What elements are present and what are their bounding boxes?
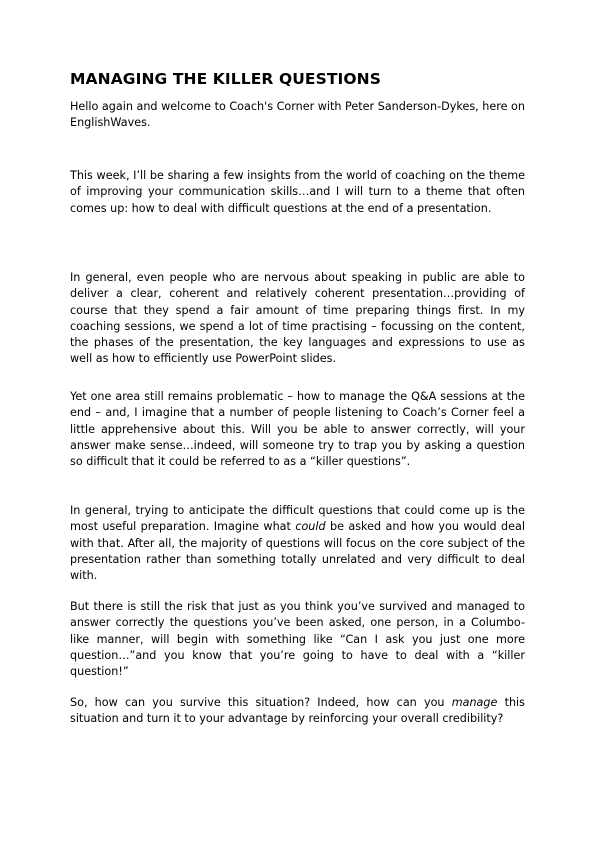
paragraph-yet-one-area: Yet one area still remains problematic – how to manage the Q&A sessions at the end – and, I imagine that a number of people listening to Coach’s Corner feel a little apprehensive about this. Will you be able to answer correctly, will your answer make sense…indeed, will someone try to trap you by asking a question so difficult that it could be referred to as a “killer questions”. — [70, 390, 525, 469]
paragraph-this-week: This week, I’ll be sharing a few insights from the world of coaching on the theme of improving your communication skills…and I will turn to a theme that often comes up: how to deal with difficult questions at the end of a presentation. — [70, 169, 525, 215]
paragraph-survive — [70, 695, 525, 728]
paragraph-survive-before: So, how can you survive this situation? Indeed, how can you — [70, 696, 452, 709]
document-title: MANAGING THE KILLER QUESTIONS — [70, 70, 382, 88]
paragraph-anticipate-before: In general, trying to anticipate the difficult questions that could come up is the most useful preparation. Imagine what — [70, 504, 525, 534]
paragraph-risk: But there is still the risk that just as you think you’ve survived and managed to answer correctly the questions you’ve been asked, one person, in a Columbo-like manner, will begin with something like “Can I ask you just one more question…”and you know that you’re going to have to deal with a “killer question!” — [70, 600, 525, 679]
paragraph-anticipate-after: be asked and how you would deal with that. After all, the majority of questions will focus on the core subject of the presentation rather than something totally unrelated and very difficult to deal with. — [70, 520, 526, 583]
paragraph-survive-emphasis: manage — [451, 696, 498, 709]
paragraph-in-general: In general, even people who are nervous about speaking in public are able to deliver a clear, coherent and relatively coherent presentation…providing of course that they spend a fair amount of time preparing things first. In my coaching sessions, we spend a lot of time practising – focussing on the content, the phases of the presentation, the key languages and expressions to use as well as how to efficiently use PowerPoint slides. — [70, 271, 525, 366]
paragraph-intro: Hello again and welcome to Coach's Corner with Peter Sanderson-Dykes, here on EnglishWaves. — [70, 100, 525, 130]
paragraph-anticipate — [70, 503, 525, 584]
paragraph-survive-after: this situation and turn it to your advantage by reinforcing your overall credibility? — [70, 696, 525, 726]
paragraph-anticipate-emphasis: could — [295, 520, 326, 534]
